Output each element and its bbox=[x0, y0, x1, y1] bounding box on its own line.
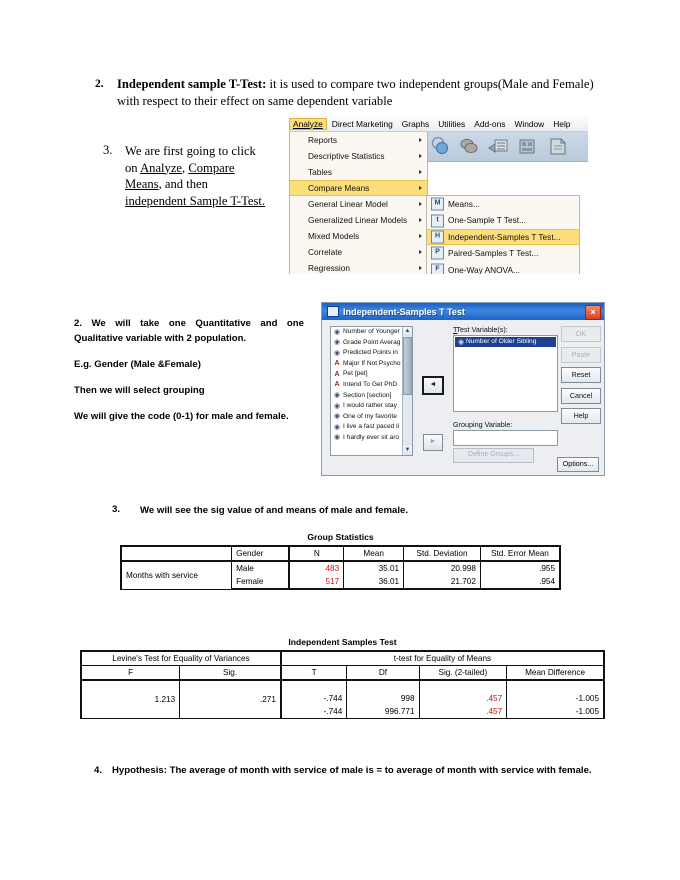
chevron-right-icon bbox=[419, 218, 422, 222]
cell-sig-value: .271 bbox=[180, 680, 281, 719]
step-3-line-3b: , and then bbox=[158, 177, 208, 191]
chevron-right-icon bbox=[419, 202, 422, 206]
nominal-variable-icon: A bbox=[334, 360, 340, 368]
group-statistics-table-block bbox=[120, 532, 561, 590]
col-std-error-mean: Std. Error Mean bbox=[480, 546, 560, 561]
options-button[interactable]: Options... bbox=[557, 457, 599, 472]
step-3-mid-block bbox=[112, 504, 532, 518]
scrollbar-thumb[interactable] bbox=[403, 337, 412, 395]
menu-window[interactable]: Window bbox=[514, 118, 545, 129]
help-button[interactable]: Help bbox=[561, 408, 601, 424]
submenu-item-one-way-anova[interactable]: F One-Way ANOVA... bbox=[427, 262, 579, 274]
cell-f-value: 1.213 bbox=[81, 680, 180, 719]
list-item[interactable]: ◉ Predicted Points in bbox=[333, 349, 398, 357]
spss-menu-screenshot bbox=[289, 116, 588, 274]
step-3-mid-number: 3. bbox=[112, 504, 121, 515]
step-3-line-2a: on bbox=[125, 160, 141, 175]
chevron-right-icon bbox=[419, 138, 422, 142]
link-compare: Compare bbox=[188, 160, 235, 175]
col-mean-difference: Mean Difference bbox=[507, 666, 604, 681]
dialog-window-icon bbox=[327, 306, 339, 317]
submenu-item-means[interactable]: M Means... bbox=[427, 196, 579, 212]
define-groups-button[interactable]: Define Groups... bbox=[453, 448, 534, 463]
group-header-levines-test: Levine's Test for Equality of Variances bbox=[81, 651, 281, 666]
menu-item-compare-means[interactable]: Compare Means bbox=[290, 180, 427, 196]
move-to-grouping-variable-button[interactable]: ► bbox=[423, 434, 443, 451]
scale-variable-icon: ◉ bbox=[333, 339, 341, 347]
list-item[interactable]: ◉ I live a fast paced li bbox=[333, 423, 400, 431]
menu-item-tables[interactable]: Tables bbox=[290, 164, 427, 180]
cancel-button[interactable]: Cancel bbox=[561, 388, 601, 404]
one-sample-t-test-icon: t bbox=[431, 214, 444, 227]
reset-button[interactable]: Reset bbox=[561, 367, 601, 383]
test-variables-list[interactable] bbox=[453, 335, 558, 412]
cell-sd-male: 20.998 bbox=[404, 561, 481, 575]
col-std-deviation: Std. Deviation bbox=[404, 546, 481, 561]
analyze-dropdown-menu bbox=[289, 132, 428, 274]
scale-variable-icon: ◉ bbox=[333, 328, 341, 336]
menu-item-general-linear-model[interactable]: General Linear Model bbox=[290, 196, 427, 212]
cell-t-unequal: -.744 bbox=[281, 705, 347, 719]
scale-variable-icon: ◉ bbox=[333, 434, 341, 442]
list-item[interactable]: ◉ Grade Point Averag bbox=[333, 338, 401, 347]
cell-meandiff-equal: -1.005 bbox=[507, 680, 604, 705]
menu-item-mixed-models[interactable]: Mixed Models bbox=[290, 228, 427, 244]
recall-dialog-icon[interactable] bbox=[516, 136, 538, 157]
submenu-item-one-sample-t-test[interactable]: t One-Sample T Test... bbox=[427, 212, 579, 228]
close-icon[interactable]: × bbox=[585, 305, 601, 320]
col-df: Df bbox=[347, 666, 419, 681]
table-header-row bbox=[121, 546, 560, 561]
grouping-variable-label: Grouping Variable: bbox=[453, 420, 513, 429]
menu-help[interactable]: Help bbox=[553, 118, 571, 129]
independent-samples-t-test-icon: H bbox=[431, 230, 444, 243]
cell-sem-male: .955 bbox=[480, 561, 560, 575]
ok-button[interactable]: OK bbox=[561, 326, 601, 342]
chevron-right-icon bbox=[419, 186, 422, 190]
chevron-right-icon bbox=[419, 170, 422, 174]
link-independent-sample-t-test: independent Sample T-Test. bbox=[125, 193, 266, 208]
table-header-row bbox=[81, 666, 604, 681]
col-sig: Sig. bbox=[180, 666, 281, 681]
intro-paragraph bbox=[95, 76, 595, 110]
col-mean: Mean bbox=[344, 546, 404, 561]
grouping-variable-field[interactable] bbox=[453, 430, 558, 446]
cell-sig2-equal: .457 bbox=[419, 680, 507, 705]
chevron-right-icon bbox=[419, 154, 422, 158]
export-icon[interactable] bbox=[546, 136, 568, 157]
hypothesis-block bbox=[94, 764, 592, 778]
list-item[interactable]: ◉ Section [section] bbox=[333, 391, 392, 400]
dialog-title: Independent-Samples T Test bbox=[343, 306, 465, 317]
spss-toolbar bbox=[426, 132, 588, 162]
cell-mean-female: 36.01 bbox=[344, 575, 404, 589]
menu-utilities[interactable]: Utilities bbox=[438, 118, 466, 129]
col-t: T bbox=[281, 666, 347, 681]
section-2-text bbox=[74, 316, 304, 424]
paste-button[interactable]: Paste bbox=[561, 347, 601, 363]
scale-variable-icon: ◉ bbox=[333, 423, 341, 431]
step-3-mid-text: We will see the sig value of and means of male and female. bbox=[140, 505, 409, 516]
list-item[interactable]: ◉ One of my favorite bbox=[333, 412, 397, 421]
menu-add-ons[interactable]: Add-ons bbox=[474, 118, 506, 129]
intro-list-number: 2. bbox=[95, 78, 104, 90]
cell-gender-male: Male bbox=[232, 561, 290, 575]
dialog-body bbox=[322, 320, 604, 475]
cell-t-equal: -.744 bbox=[281, 680, 347, 705]
compare-means-submenu bbox=[426, 195, 580, 274]
scroll-down-icon[interactable]: ▼ bbox=[404, 447, 411, 453]
spss-menu-bar bbox=[289, 116, 588, 132]
independent-samples-test-caption: Independent Samples Test bbox=[288, 637, 397, 647]
scale-variable-icon: ◉ bbox=[333, 413, 341, 421]
table-row bbox=[81, 680, 604, 705]
menu-analyze[interactable]: Analyze bbox=[289, 118, 327, 130]
cell-sd-female: 21.702 bbox=[404, 575, 481, 589]
independent-samples-test-table bbox=[80, 650, 605, 719]
cell-n-male: 483 bbox=[289, 561, 343, 575]
cell-n-female: 517 bbox=[289, 575, 343, 589]
scale-variable-icon: ◉ bbox=[457, 338, 465, 346]
list-item[interactable]: ◉ I hardly ever sit aro bbox=[333, 433, 400, 442]
link-means: Means bbox=[125, 177, 159, 191]
col-sig-2-tailed: Sig. (2-tailed) bbox=[419, 666, 507, 681]
col-blank bbox=[121, 546, 232, 561]
hypothesis-label: Hypothesis: bbox=[112, 765, 167, 776]
cell-df-unequal: 996.771 bbox=[347, 705, 419, 719]
table-group-header-row bbox=[81, 651, 604, 666]
cell-sig2-unequal: .457 bbox=[419, 705, 507, 719]
col-f: F bbox=[81, 666, 180, 681]
means-icon: M bbox=[431, 198, 444, 211]
cell-meandiff-unequal: -1.005 bbox=[507, 705, 604, 719]
submenu-item-paired-samples-t-test[interactable]: P Paired-Samples T Test... bbox=[427, 245, 579, 261]
section-2-para-1: 2. We will take one Quantitative and one Qualitative variable with 2 population. bbox=[74, 318, 304, 344]
paired-samples-t-test-icon: P bbox=[431, 247, 444, 260]
cell-sem-female: .954 bbox=[480, 575, 560, 589]
cell-gender-female: Female bbox=[232, 575, 290, 589]
hypothesis-text: The average of month with service of male is = to average of month with service with female. bbox=[166, 765, 592, 776]
step-3-number: 3. bbox=[103, 143, 113, 157]
row-label-months-with-service: Months with service bbox=[121, 561, 232, 589]
chevron-right-icon bbox=[419, 266, 422, 270]
col-n: N bbox=[289, 546, 343, 561]
list-item[interactable]: ◉ Number of Older Sibling bbox=[455, 337, 556, 347]
step-3-comma: , bbox=[182, 160, 189, 175]
scale-variable-icon: ◉ bbox=[333, 349, 341, 357]
intro-body: it is used to compare two independent groups(Male and Female) with respect to their effect on same dependent variable bbox=[117, 77, 594, 108]
nominal-variable-icon: A bbox=[334, 370, 340, 378]
scrollbar[interactable] bbox=[402, 327, 412, 455]
menu-direct-marketing[interactable]: Direct Marketing bbox=[331, 118, 393, 129]
section-2-para-3: Then we will select grouping bbox=[74, 385, 205, 396]
print-icon[interactable] bbox=[487, 136, 509, 157]
menu-graphs[interactable]: Graphs bbox=[401, 118, 430, 129]
open-file-icon[interactable] bbox=[430, 136, 452, 157]
list-item[interactable]: A Major If Not Psycho bbox=[334, 359, 401, 368]
scale-variable-icon: ◉ bbox=[333, 392, 341, 400]
group-statistics-caption: Group Statistics bbox=[307, 532, 374, 542]
menu-item-generalized-linear-models[interactable]: Generalized Linear Models bbox=[290, 212, 427, 228]
menu-item-correlate[interactable]: Correlate bbox=[290, 244, 427, 260]
independent-samples-test-table-block bbox=[80, 637, 605, 719]
step-3-line-1: We are first going to click bbox=[125, 144, 256, 158]
menu-item-regression[interactable]: Regression bbox=[290, 260, 427, 274]
chevron-right-icon bbox=[419, 234, 422, 238]
cell-mean-male: 35.01 bbox=[344, 561, 404, 575]
submenu-item-independent-samples-t-test[interactable]: H Independent-Samples T Test... bbox=[427, 229, 579, 245]
section-2-para-4: We will give the code (0-1) for male and female. bbox=[74, 411, 289, 422]
intro-bold-lead: Independent sample T-Test: bbox=[117, 77, 267, 91]
step-3-text bbox=[125, 143, 283, 209]
list-item[interactable]: ◉ Number of Younger bbox=[333, 328, 400, 336]
list-item[interactable]: A Intend To Get PhD bbox=[334, 380, 398, 389]
source-variable-list[interactable] bbox=[330, 326, 413, 456]
one-way-anova-icon: F bbox=[431, 263, 444, 274]
col-gender: Gender bbox=[232, 546, 290, 561]
cell-df-equal: 998 bbox=[347, 680, 419, 705]
move-to-test-variables-button[interactable]: ◄ bbox=[422, 376, 444, 395]
nominal-variable-icon: A bbox=[334, 381, 340, 389]
scroll-up-icon[interactable]: ▲ bbox=[404, 328, 411, 334]
dialog-title-bar bbox=[322, 303, 604, 320]
hypothesis-number: 4. bbox=[94, 765, 103, 776]
dialog-action-buttons bbox=[561, 326, 599, 429]
menu-item-reports[interactable]: Reports bbox=[290, 132, 427, 148]
table-row bbox=[121, 561, 560, 575]
list-item[interactable]: A Pet [pet] bbox=[334, 370, 368, 378]
step-3-top-block bbox=[103, 143, 283, 209]
section-2-para-2: E.g. Gender (Male &Female) bbox=[74, 359, 201, 370]
save-icon[interactable] bbox=[458, 136, 480, 157]
intro-text bbox=[117, 76, 595, 110]
menu-item-descriptive-statistics[interactable]: Descriptive Statistics bbox=[290, 148, 427, 164]
group-header-t-test: t-test for Equality of Means bbox=[281, 651, 604, 666]
link-analyze: Analyze bbox=[140, 160, 183, 175]
test-variables-label: TTest Variable(s): bbox=[453, 325, 508, 334]
scale-variable-icon: ◉ bbox=[333, 402, 341, 410]
chevron-right-icon bbox=[419, 250, 422, 254]
independent-samples-t-test-dialog bbox=[321, 302, 605, 476]
group-statistics-table bbox=[120, 545, 561, 590]
list-item[interactable]: ◉ I would rather stay bbox=[333, 402, 397, 410]
